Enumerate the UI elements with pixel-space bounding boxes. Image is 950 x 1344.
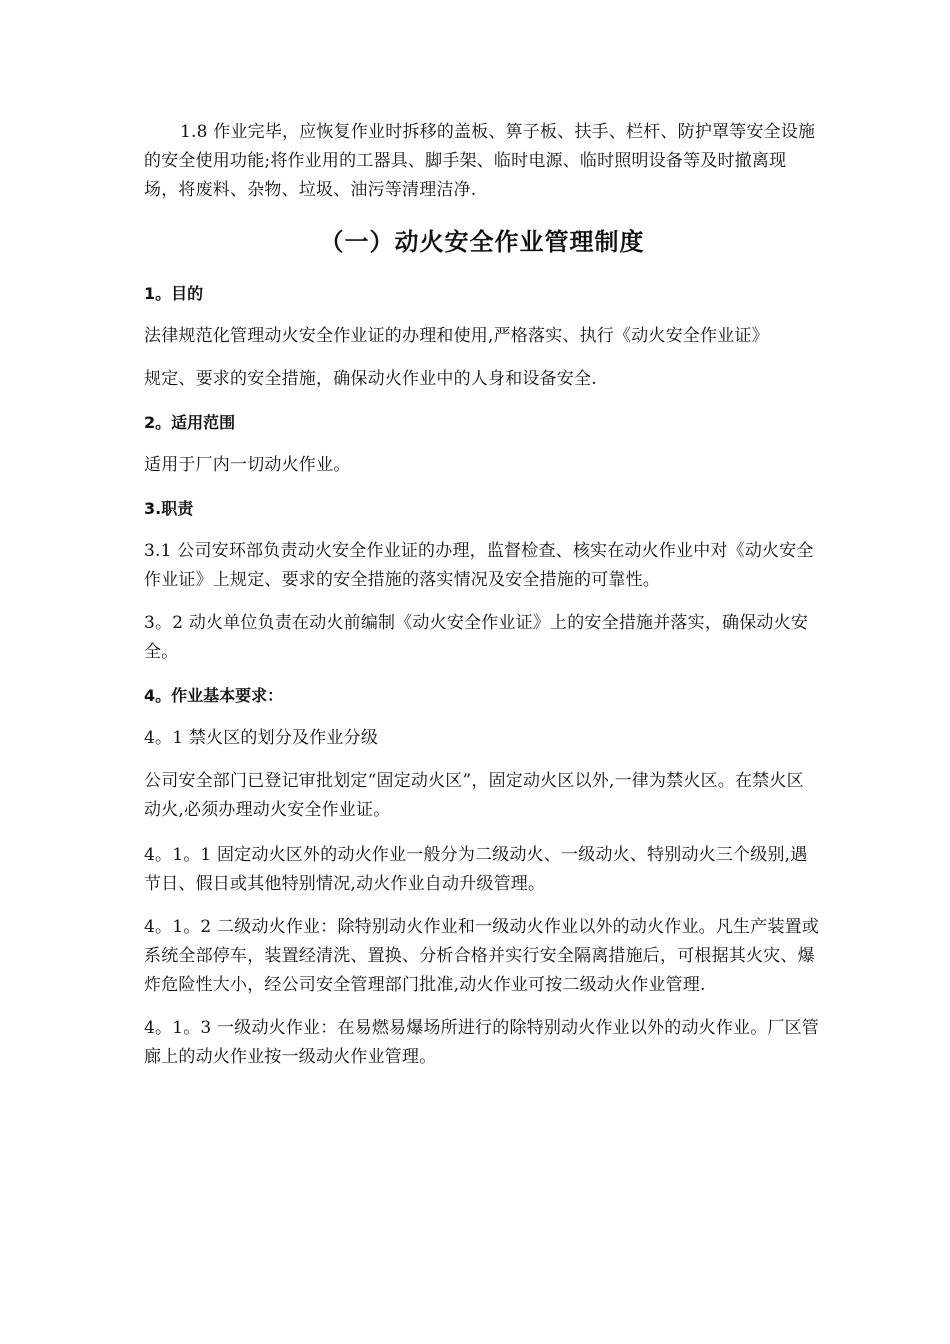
spacer <box>144 667 820 681</box>
spacer <box>144 753 820 767</box>
spacer <box>144 394 820 408</box>
heading-scope: 2。适用范围 <box>144 413 236 432</box>
paragraph-1-8: 1.8 作业完毕，应恢复作业时拆移的盖板、箅子板、扶手、栏杆、防护罩等安全设施的安全使用功能;将作业用的工器具、脚手架、临时电源、临时照明设备等及时撤离现场，将废料、杂物、垃圾、油污等清理洁净. <box>144 122 816 200</box>
spacer <box>144 1000 820 1014</box>
spacer <box>144 899 820 913</box>
heading-requirements: 4。作业基本要求： <box>144 686 284 705</box>
req-4-1-1-paragraph: 4。1。1 固定动火区外的动火作业一般分为二级动火、一级动火、特别动火三个级别,遇节日、假日或其他特别情况,动火作业自动升级管理。 <box>144 845 808 894</box>
document-body <box>144 118 820 1072</box>
purpose-paragraph-2: 规定、要求的安全措施，确保动火作业中的人身和设备安全. <box>144 369 597 389</box>
spacer <box>144 595 820 609</box>
section-title: （一）动火安全作业管理制度 <box>319 228 645 256</box>
spacer <box>144 825 820 841</box>
req-4-1-text-paragraph: 公司安全部门已登记审批划定“固定动火区”，固定动火区以外,一律为禁火区。在禁火区动火,必须办理动火安全作业证。 <box>144 771 804 820</box>
heading-duty: 3.职责 <box>144 499 194 518</box>
spacer <box>144 308 820 322</box>
purpose-paragraph-1: 法律规范化管理动火安全作业证的办理和使用,严格落实、执行《动火安全作业证》 <box>144 326 769 346</box>
spacer <box>144 480 820 494</box>
req-4-1-paragraph: 4。1 禁火区的划分及作业分级 <box>144 728 379 748</box>
req-4-1-2-paragraph: 4。1。2 二级动火作业：除特别动火作业和一级动火作业以外的动火作业。凡生产装置或系统全部停车，装置经清洗、置换、分析合格并实行安全隔离措施后，可根据其火灾、爆炸危险性大小，经公司安全管理部门批准,动火作业可按二级动火作业管理. <box>144 917 820 995</box>
spacer <box>144 351 820 365</box>
duty-3-2-paragraph: 3。2 动火单位负责在动火前编制《动火安全作业证》上的安全措施并落实，确保动火安全。 <box>144 613 809 662</box>
req-4-1-3-paragraph: 4。1。3 一级动火作业：在易燃易爆场所进行的除特别动火作业以外的动火作业。厂区管廊上的动火作业按一级动火作业管理。 <box>144 1018 820 1067</box>
spacer <box>144 523 820 537</box>
spacer <box>144 437 820 451</box>
spacer <box>144 710 820 724</box>
heading-purpose: 1。目的 <box>144 284 204 303</box>
duty-3-1-paragraph: 3.1 公司安环部负责动火安全作业证的办理，监督检查、核实在动火作业中对《动火安全作业证》上规定、要求的安全措施的落实情况及安全措施的可靠性。 <box>144 541 814 590</box>
scope-paragraph: 适用于厂内一切动火作业。 <box>144 455 351 475</box>
